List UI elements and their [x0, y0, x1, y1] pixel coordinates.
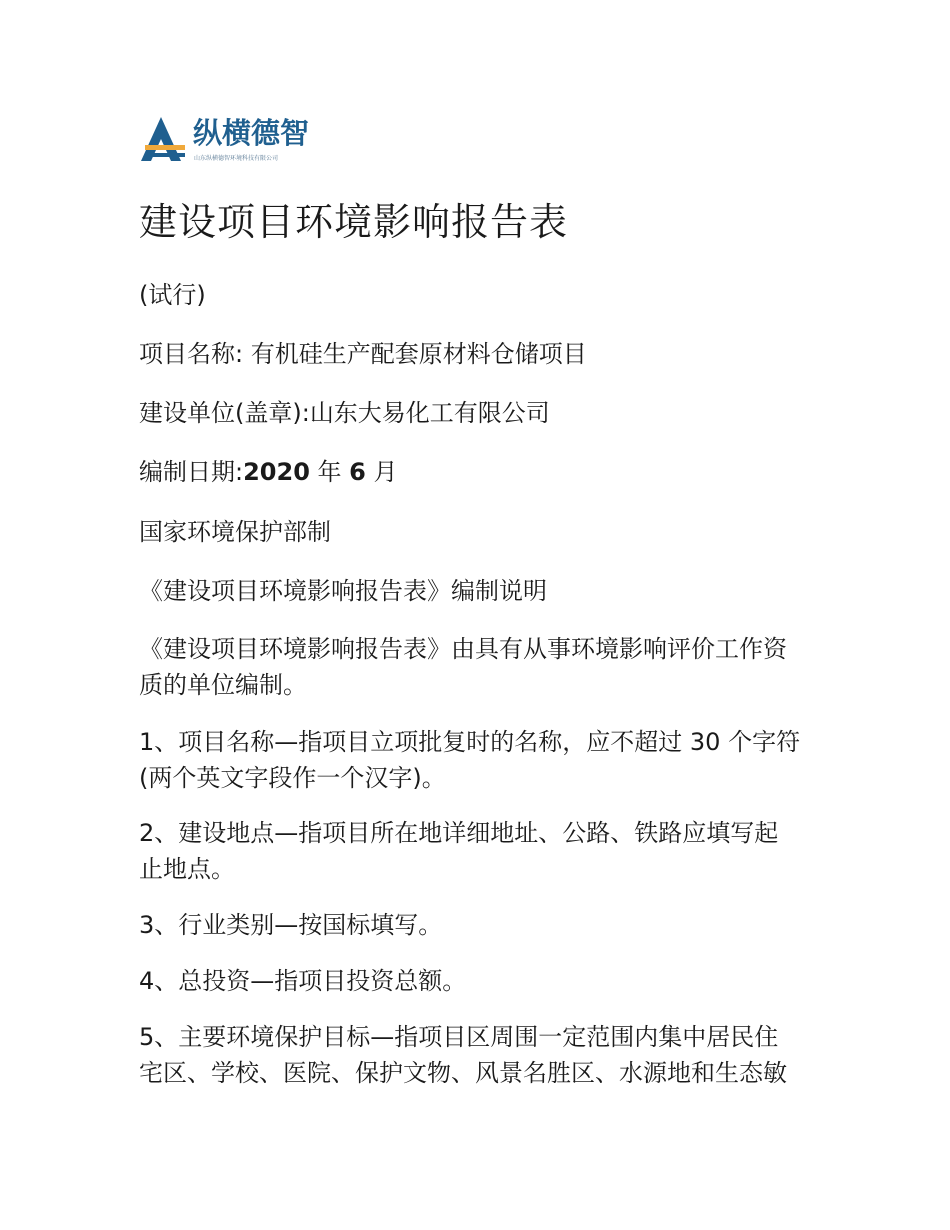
builder-value: 山东大易化工有限公司 — [309, 399, 550, 427]
date-row — [139, 457, 398, 487]
text-line: 《建设项目环境影响报告表》由具有从事环境影响评价工作资 — [139, 635, 787, 663]
instructions-heading: 《建设项目环境影响报告表》编制说明 — [139, 577, 547, 605]
text-line: 质的单位编制。 — [139, 671, 307, 699]
project-name-row — [139, 339, 587, 369]
instructions-intro — [139, 631, 819, 703]
text-line: 4、总投资—指项目投资总额。 — [139, 967, 467, 995]
issuer-line: 国家环境保护部制 — [139, 518, 331, 546]
logo-wordmark: 纵横德智 — [193, 116, 310, 150]
company-logo — [139, 111, 355, 165]
date-month-unit: 月 — [365, 458, 398, 486]
builder-label: 建设单位(盖章): — [139, 399, 310, 427]
instruction-item-1 — [139, 724, 819, 796]
date-year-unit: 年 — [309, 458, 350, 486]
project-name-label: 项目名称: — [139, 340, 251, 368]
logo-mark-icon — [139, 111, 355, 165]
date-month: 6 — [349, 458, 366, 486]
instruction-item-4 — [139, 963, 819, 999]
text-line: 止地点。 — [139, 855, 235, 883]
date-year: 2020 — [243, 458, 310, 486]
instruction-item-2 — [139, 815, 819, 887]
text-line: (两个英文字段作一个汉字)。 — [139, 764, 446, 792]
report-subtitle: (试行) — [139, 281, 206, 309]
text-line: 宅区、学校、医院、保护文物、风景名胜区、水源地和生态敏 — [139, 1059, 787, 1087]
text-line: 5、主要环境保护目标—指项目区周围一定范围内集中居民住 — [139, 1023, 779, 1051]
date-label: 编制日期: — [139, 458, 244, 486]
project-name-value: 有机硅生产配套原材料仓储项目 — [250, 340, 587, 368]
report-title: 建设项目环境影响报告表 — [139, 200, 569, 244]
text-line: 3、行业类别—按国标填写。 — [139, 911, 443, 939]
builder-row — [139, 398, 550, 428]
logo-tagline: 山东纵横德智环境科技有限公司 — [194, 155, 279, 162]
instruction-item-3 — [139, 907, 819, 943]
instruction-item-5 — [139, 1019, 819, 1091]
text-line: 2、建设地点—指项目所在地详细地址、公路、铁路应填写起 — [139, 819, 779, 847]
text-line: 1、项目名称—指项目立项批复时的名称，应不超过 30 个字符 — [139, 728, 801, 756]
